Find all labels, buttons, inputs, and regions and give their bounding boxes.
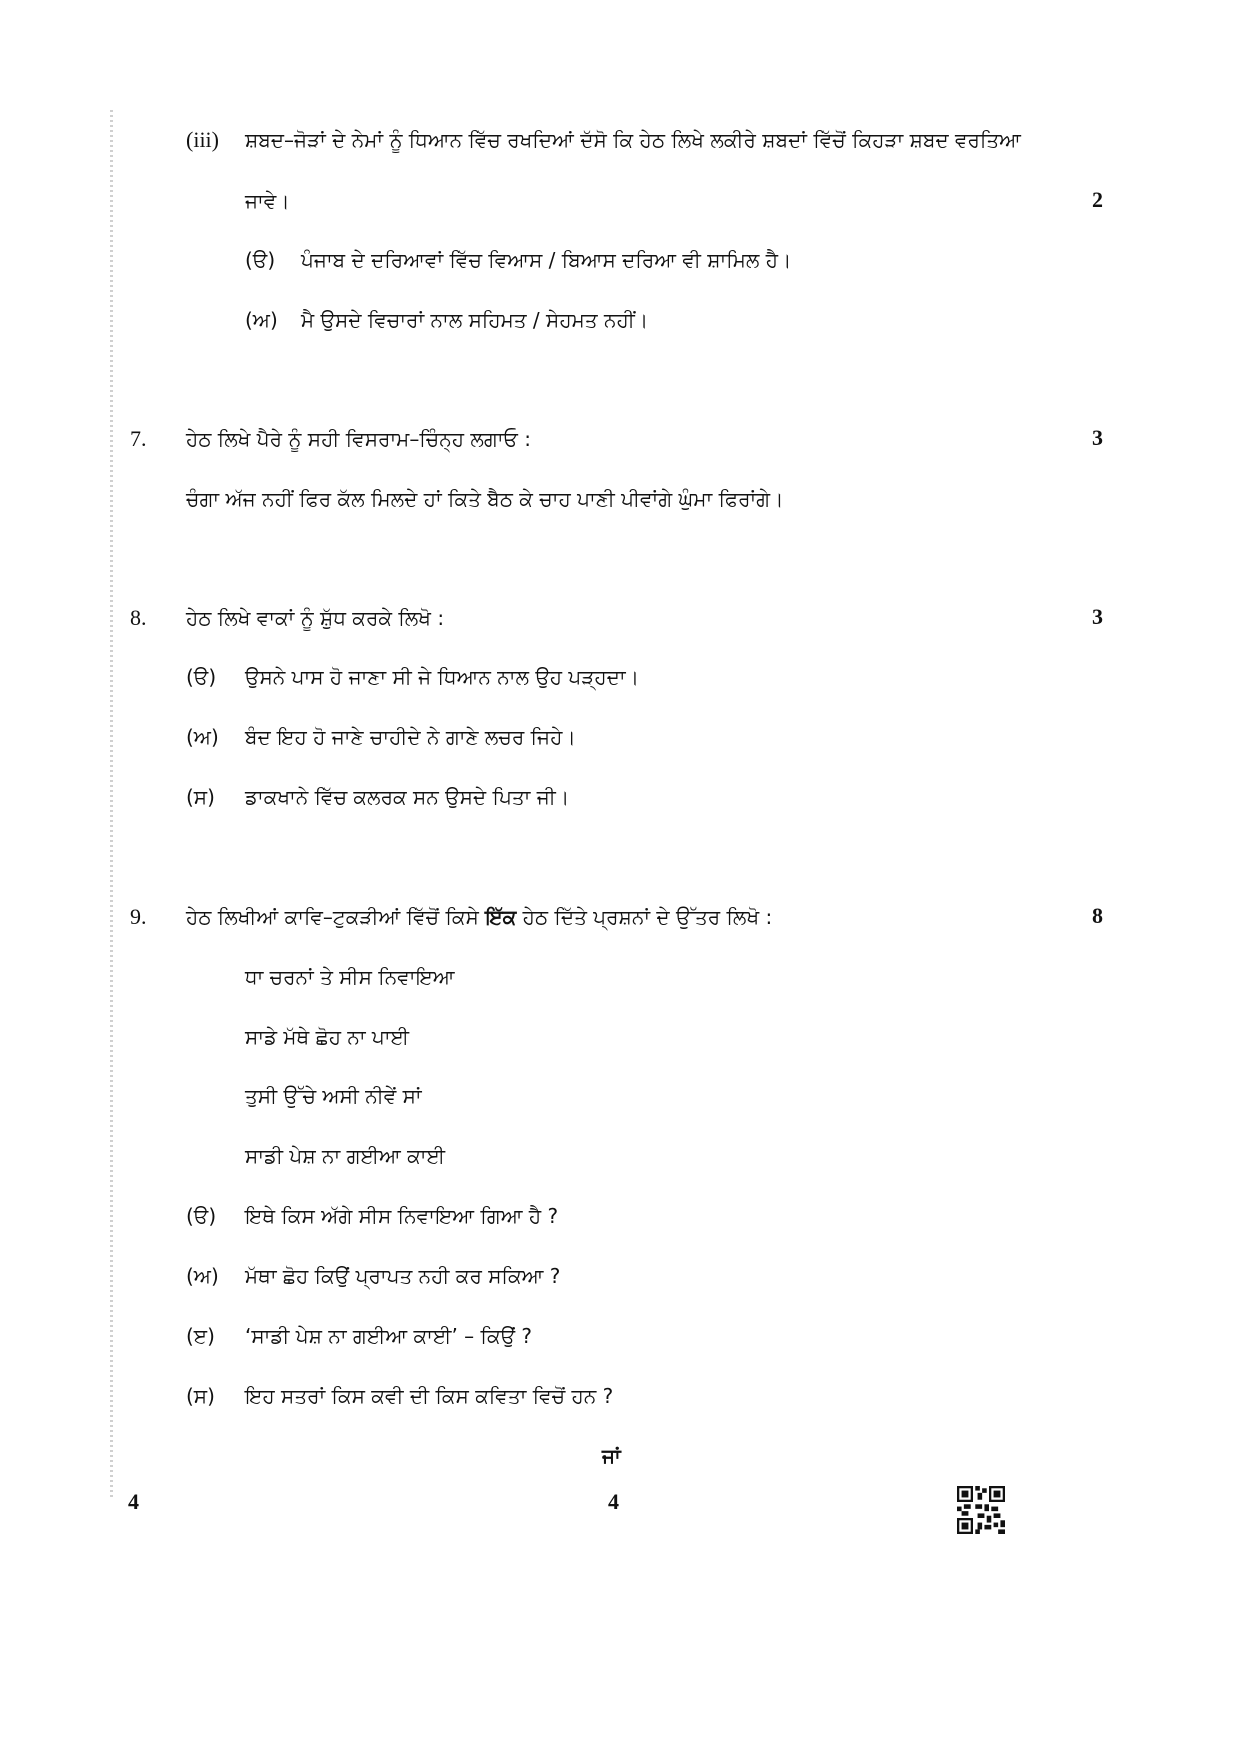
verse-line: ਧਾ ਚਰਨਾਂ ਤੇ ਸੀਸ ਨਿਵਾਇਆ [245, 965, 455, 989]
page-number-center: 4 [608, 1489, 619, 1514]
q8-item-label: (ੳ) [186, 665, 217, 689]
q9-item-text: ‘ਸਾਡੀ ਪੇਸ਼ ਨਾ ਗਈਆ ਕਾਈ’ – ਕਿਉਂ ? [245, 1324, 533, 1348]
side-margin-strip [110, 110, 113, 1500]
q8-item-text: ਡਾਕਖਾਨੇ ਵਿੱਚ ਕਲਰਕ ਸਨ ਉਸਦੇ ਪਿਤਾ ਜੀ। [245, 785, 570, 809]
q9-item-text: ਇਹ ਸਤਰਾਂ ਕਿਸ ਕਵੀ ਦੀ ਕਿਸ ਕਵਿਤਾ ਵਿਚੋਂ ਹਨ ? [245, 1384, 614, 1408]
q7-marks: 3 [1092, 425, 1103, 450]
q7-prompt: ਹੇਠ ਲਿਖੇ ਪੈਰੇ ਨੂੰ ਸਹੀ ਵਿਸਰਾਮ–ਚਿੰਨ੍ਹ ਲਗਾਓ : [186, 427, 531, 451]
or-divider: ਜਾਂ [602, 1444, 621, 1468]
q9-prompt [186, 903, 772, 931]
q7-number: 7. [130, 426, 147, 451]
q9-prompt-bold: ਇੱਕ [485, 905, 517, 929]
q8-prompt: ਹੇਠ ਲਿਖੇ ਵਾਕਾਂ ਨੂੰ ਸ਼ੁੱਧ ਕਰਕੇ ਲਿਖੋ : [186, 606, 445, 630]
q6iii-line1: ਸ਼ਬਦ–ਜੋੜਾਂ ਦੇ ਨੇਮਾਂ ਨੂੰ ਧਿਆਨ ਵਿੱਚ ਰਖਦਿਆਂ ਦੱਸੋ ਕਿ ਹੇਠ ਲਿਖੇ ਲਕੀਰੇ ਸ਼ਬਦਾਂ ਵਿੱਚੋਂ ਕਿਹੜਾ ਸ਼ਬਦ ਵਰਤਿਆ [245, 128, 1021, 152]
q8-item-text: ਉਸਨੇ ਪਾਸ ਹੋ ਜਾਣਾ ਸੀ ਜੇ ਧਿਆਨ ਨਾਲ ਉਹ ਪੜ੍ਹਦਾ। [245, 665, 640, 689]
q9-item-label: (ੳ) [186, 1204, 217, 1228]
q9-number: 9. [130, 904, 147, 929]
q8-marks: 3 [1092, 604, 1103, 629]
q9-marks: 8 [1092, 903, 1103, 928]
q6iii-marks: 2 [1092, 187, 1103, 212]
q6iii-item-text: ਮੈ ਉਸਦੇ ਵਿਚਾਰਾਂ ਨਾਲ ਸਹਿਮਤ / ਸੇਹਮਤ ਨਹੀਂ। [301, 308, 649, 332]
verse-line: ਸਾਡੀ ਪੇਸ਼ ਨਾ ਗਈਆ ਕਾਈ [245, 1144, 446, 1168]
q9-prompt-pre: ਹੇਠ ਲਿਖੀਆਂ ਕਾਵਿ–ਟੁਕੜੀਆਂ ਵਿੱਚੋਂ ਕਿਸੇ [186, 905, 479, 929]
q6iii-number: (iii) [186, 127, 219, 152]
q8-number: 8. [130, 605, 147, 630]
q9-item-label: (ਅ) [186, 1264, 219, 1288]
verse-line: ਸਾਡੇ ਮੱਥੇ ਛੋਹ ਨਾ ਪਾਈ [245, 1025, 410, 1049]
q7-text: ਚੰਗਾ ਅੱਜ ਨਹੀਂ ਫਿਰ ਕੱਲ ਮਿਲਦੇ ਹਾਂ ਕਿਤੇ ਬੈਠ ਕੇ ਚਾਹ ਪਾਣੀ ਪੀਵਾਂਗੇ ਘੁੰਮਾ ਫਿਰਾਂਗੇ। [186, 487, 784, 511]
qr-code-icon [957, 1486, 1005, 1534]
q9-item-text: ਮੱਥਾ ਛੋਹ ਕਿਉਂ ਪ੍ਰਾਪਤ ਨਹੀ ਕਰ ਸਕਿਆ ? [245, 1264, 561, 1288]
q9-item-label: (ੲ) [186, 1324, 215, 1348]
q9-prompt-post: ਹੇਠ ਦਿੱਤੇ ਪ੍ਰਸ਼ਨਾਂ ਦੇ ਉੱਤਰ ਲਿਖੋ : [522, 905, 773, 929]
q8-item-label: (ਅ) [186, 725, 219, 749]
q8-item-label: (ਸ) [186, 785, 215, 809]
verse-line: ਤੁਸੀ ਉੱਚੇ ਅਸੀ ਨੀਵੇਂ ਸਾਂ [245, 1084, 422, 1108]
q9-item-label: (ਸ) [186, 1384, 215, 1408]
q6iii-item-label: (ੳ) [245, 248, 276, 272]
q8-item-text: ਬੰਦ ਇਹ ਹੋ ਜਾਣੇ ਚਾਹੀਦੇ ਨੇ ਗਾਣੇ ਲਚਰ ਜਿਹੇ। [245, 725, 576, 749]
q6iii-item-label: (ਅ) [245, 308, 278, 332]
page-number-left: 4 [128, 1489, 139, 1514]
q9-item-text: ਇਥੇ ਕਿਸ ਅੱਗੇ ਸੀਸ ਨਿਵਾਇਆ ਗਿਆ ਹੈ ? [245, 1204, 559, 1228]
q6iii-item-text: ਪੰਜਾਬ ਦੇ ਦਰਿਆਵਾਂ ਵਿੱਚ ਵਿਆਸ / ਬਿਆਸ ਦਰਿਆ ਵੀ ਸ਼ਾਮਿਲ ਹੈ। [301, 248, 792, 272]
q6iii-line2: ਜਾਵੇ। [245, 189, 290, 213]
